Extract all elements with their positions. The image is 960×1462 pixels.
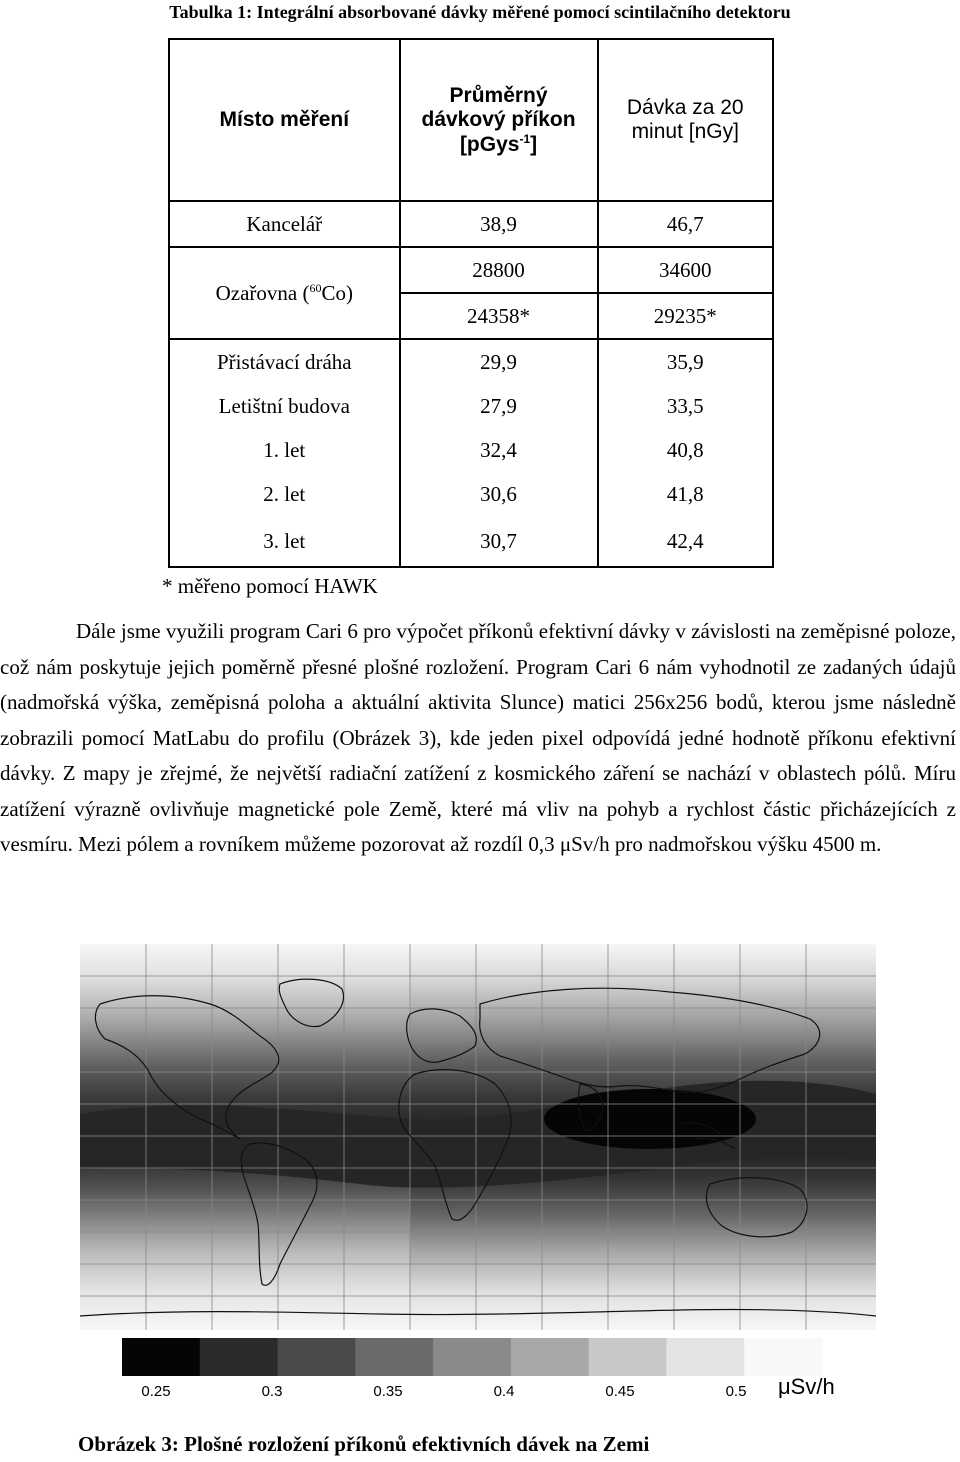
cell-dose: 29235* <box>598 293 774 339</box>
colorbar-unit: μSv/h <box>778 1374 835 1399</box>
cell-rate: 32,4 <box>400 428 598 472</box>
figure-caption: Obrázek 3: Plošné rozložení příkonů efektivních dávek na Zemi <box>78 1432 650 1456</box>
colorbar-swatch <box>200 1338 278 1376</box>
body-text <box>0 614 956 863</box>
colorbar-tick-label: 0.25 <box>141 1383 171 1400</box>
colorbar-swatch <box>355 1338 433 1376</box>
cell-rate: 30,7 <box>400 516 598 567</box>
cell-place: Přistávací dráha <box>169 339 400 384</box>
cell-place: 3. let <box>169 516 400 567</box>
cell-place: Letištní budova <box>169 384 400 428</box>
cell-rate: 38,9 <box>400 201 598 247</box>
paragraph: Dále jsme využili program Cari 6 pro výpočet příkonů efektivní dávky v závislosti na zeměpisné poloze, což nám poskytuje jejich poměrně přesné plošné rozložení. Program Cari 6 nám vyhodnotil ze zadaných údajů (nadmořská výška, zeměpisná poloha a aktuální aktivita Slunce) matici 256x256 bodů, kterou jsme následně zobrazili pomocí MatLabu do profilu (Obrázek 3), kde jeden pixel odpovídá jedné hodnotě příkonu efektivní dávky. Z mapy je zřejmé, že největší radiační zatížení z kosmického záření se nachází v oblastech pólů. Míru zatížení výrazně ovlivňuje magnetické pole Země, které má vliv na pohyb a rychlost částic přicházejících z vesmíru. Mezi pólem a rovníkem můžeme pozorovat až rozdíl 0,3 μSv/h pro nadmořskou výšku 4500 m. <box>0 619 956 856</box>
cell-place: 2. let <box>169 472 400 516</box>
colorbar-swatch <box>122 1338 200 1376</box>
table-header-row <box>169 39 773 201</box>
cell-dose: 42,4 <box>598 516 774 567</box>
table-row <box>169 339 773 384</box>
colorbar-tick-label: 0.35 <box>373 1383 403 1400</box>
cell-rate: 28800 <box>400 247 598 293</box>
cell-place: 1. let <box>169 428 400 472</box>
header-rate: Průměrný dávkový příkon [pGys$^{-1}$] <box>400 39 598 201</box>
cell-rate: 27,9 <box>400 384 598 428</box>
cell-rate: 30,6 <box>400 472 598 516</box>
colorbar-tick-label: 0.5 <box>725 1383 747 1400</box>
colorbar-tick-label: 0.45 <box>605 1383 635 1400</box>
cell-dose: 33,5 <box>598 384 774 428</box>
cell-dose: 46,7 <box>598 201 774 247</box>
cell-place: Ozařovna ($^{60}$Co) <box>169 247 400 339</box>
table-footnote: * měřeno pomocí HAWK <box>162 574 378 598</box>
colorbar-swatch <box>589 1338 667 1376</box>
table-row <box>169 516 773 567</box>
table-row <box>169 247 773 293</box>
table-row <box>169 201 773 247</box>
cell-dose: 34600 <box>598 247 774 293</box>
cell-rate: 24358* <box>400 293 598 339</box>
colorbar-swatch <box>744 1338 822 1376</box>
dose-table <box>168 38 774 568</box>
cell-rate: 29,9 <box>400 339 598 384</box>
cell-place: Kancelář <box>169 201 400 247</box>
cell-dose: 41,8 <box>598 472 774 516</box>
table-caption: Tabulka 1: Integrální absorbované dávky měřené pomocí scintilačního detektoru <box>169 2 791 22</box>
colorbar-swatch <box>433 1338 511 1376</box>
header-place: Místo měření <box>169 39 400 201</box>
cell-dose: 40,8 <box>598 428 774 472</box>
colorbar-swatch <box>511 1338 589 1376</box>
colorbar-tick-label: 0.3 <box>261 1383 283 1400</box>
colorbar-legend <box>80 1336 876 1416</box>
cell-dose: 35,9 <box>598 339 774 384</box>
dose-map-figure <box>80 944 876 1330</box>
colorbar <box>80 1336 876 1416</box>
table-row <box>169 472 773 516</box>
table-row <box>169 384 773 428</box>
colorbar-swatch <box>278 1338 356 1376</box>
colorbar-swatch <box>666 1338 744 1376</box>
colorbar-tick-label: 0.4 <box>493 1383 515 1400</box>
dose-rate-world-map <box>80 944 876 1330</box>
header-dose: Dávka za 20 minut [nGy] <box>598 39 774 201</box>
table-row <box>169 428 773 472</box>
